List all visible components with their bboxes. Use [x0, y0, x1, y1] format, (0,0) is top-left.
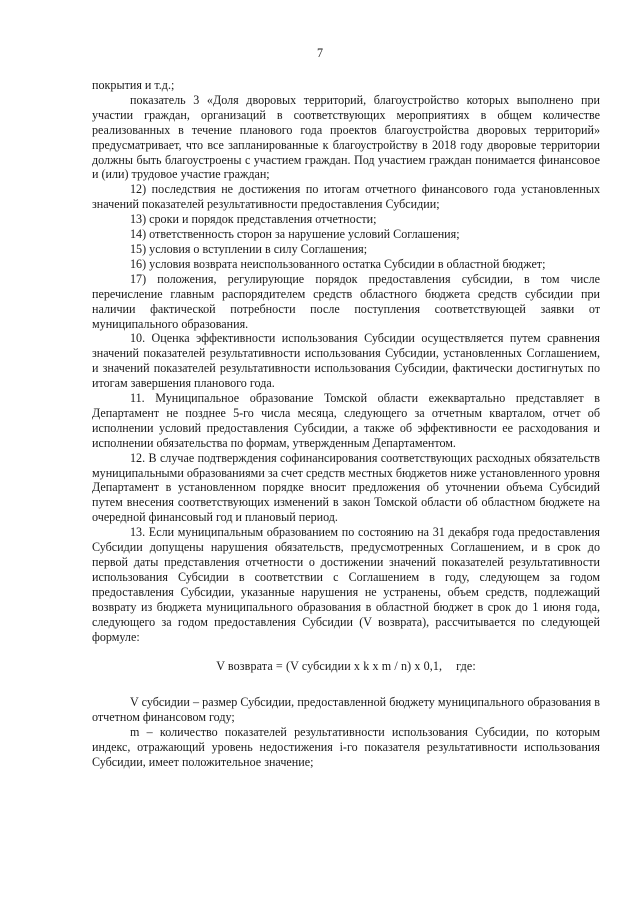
paragraph-section-11: 11. Муниципальное образование Томской области ежеквартально представляет в Департамент не позднее 5-го числа месяца, следующего за отчетным кварталом, отчет об исполнении условий предоставления Субсидии, а также об эффективности ее расходования и исполнении обязательства по формам, утвержденным Департаментом.: [92, 391, 600, 450]
paragraph-item-12: 12) последствия не достижения по итогам отчетного финансового года установленных значений показателей результативности предоставления Субсидии;: [92, 182, 600, 212]
paragraph-item-13: 13) сроки и порядок представления отчетности;: [130, 212, 377, 227]
document-body: [92, 78, 600, 770]
paragraph-indicator-3: показатель 3 «Доля дворовых территорий, благоустройство которых выполнено при участии граждан, организаций в соответствующих мероприятиях в общем количестве реализованных в течение планового года проектов благоустройства дворовых территорий» предусматривает, что все запланированные к благоустройству в 2018 году дворовые территории должны быть благоустроены с участием граждан. Под участием граждан понимается финансовое и (или) трудовое участие граждан;: [92, 92, 600, 182]
paragraph-section-12: 12. В случае подтверждения софинансирования соответствующих расходных обязательств муниципальными образованиями за счет средств местных бюджетов ниже установленного уровня Департамент в установленном порядке вносит предложения об уточнении объема Субсидий путем внесения соответствующих изменений в закон Томской области об областном бюджете на очередной финансовый год и плановый период.: [92, 450, 600, 525]
paragraph-definition-m: m – количество показателей результативности использования Субсидии, по которым индекс, отражающий уровень недостижения i-го показателя результативности использования Субсидии, имеет положительное значение;: [92, 725, 600, 769]
formula-expression: V возврата = (V субсидии x k x m / n) x 0,1,: [216, 659, 443, 674]
page-number: 7: [316, 46, 324, 60]
formula: [92, 659, 600, 674]
paragraph-item-15: 15) условия о вступлении в силу Соглашения;: [130, 241, 368, 256]
paragraph-section-13: 13. Если муниципальным образованием по состоянию на 31 декабря года предоставления Субсидии допущены нарушения обязательств, предусмотренных Соглашением, и в срок до первой даты представления отчетности о достижении значений показателей результативности использования Субсидии в соответствии с Соглашением в году, следующем за годом предоставления Субсидии, указанные нарушения не устранены, объем средств, подлежащий возврату из бюджета муниципального образования в областной бюджет в срок до 1 июня года, следующего за годом предоставления Субсидии (V возврата), рассчитывается по следующей формуле:: [92, 525, 600, 644]
formula-suffix: где:: [456, 659, 476, 674]
paragraph-continuation: покрытия и т.д.;: [92, 78, 175, 92]
paragraph-item-14: 14) ответственность сторон за нарушение условий Соглашения;: [130, 227, 460, 242]
paragraph-definition-v-subsidy: V субсидии – размер Субсидии, предоставленной бюджету муниципального образования в отчетном финансовом году;: [92, 695, 600, 725]
paragraph-item-16: 16) условия возврата неиспользованного остатка Субсидии в областной бюджет;: [130, 256, 546, 271]
paragraph-section-10: 10. Оценка эффективности использования Субсидии осуществляется путем сравнения значений показателей результативности использования Субсидии, установленных Соглашением, и значений показателей результативности использования Субсидии, фактически достигнутых по итогам завершения планового года.: [92, 331, 600, 391]
paragraph-item-17: 17) положения, регулирующие порядок предоставления субсидии, в том числе перечисление главным распорядителем средств областного бюджета средств субсидии при наличии фактической потребности после поступления соответствующей заявки от муниципального образования.: [92, 271, 600, 331]
